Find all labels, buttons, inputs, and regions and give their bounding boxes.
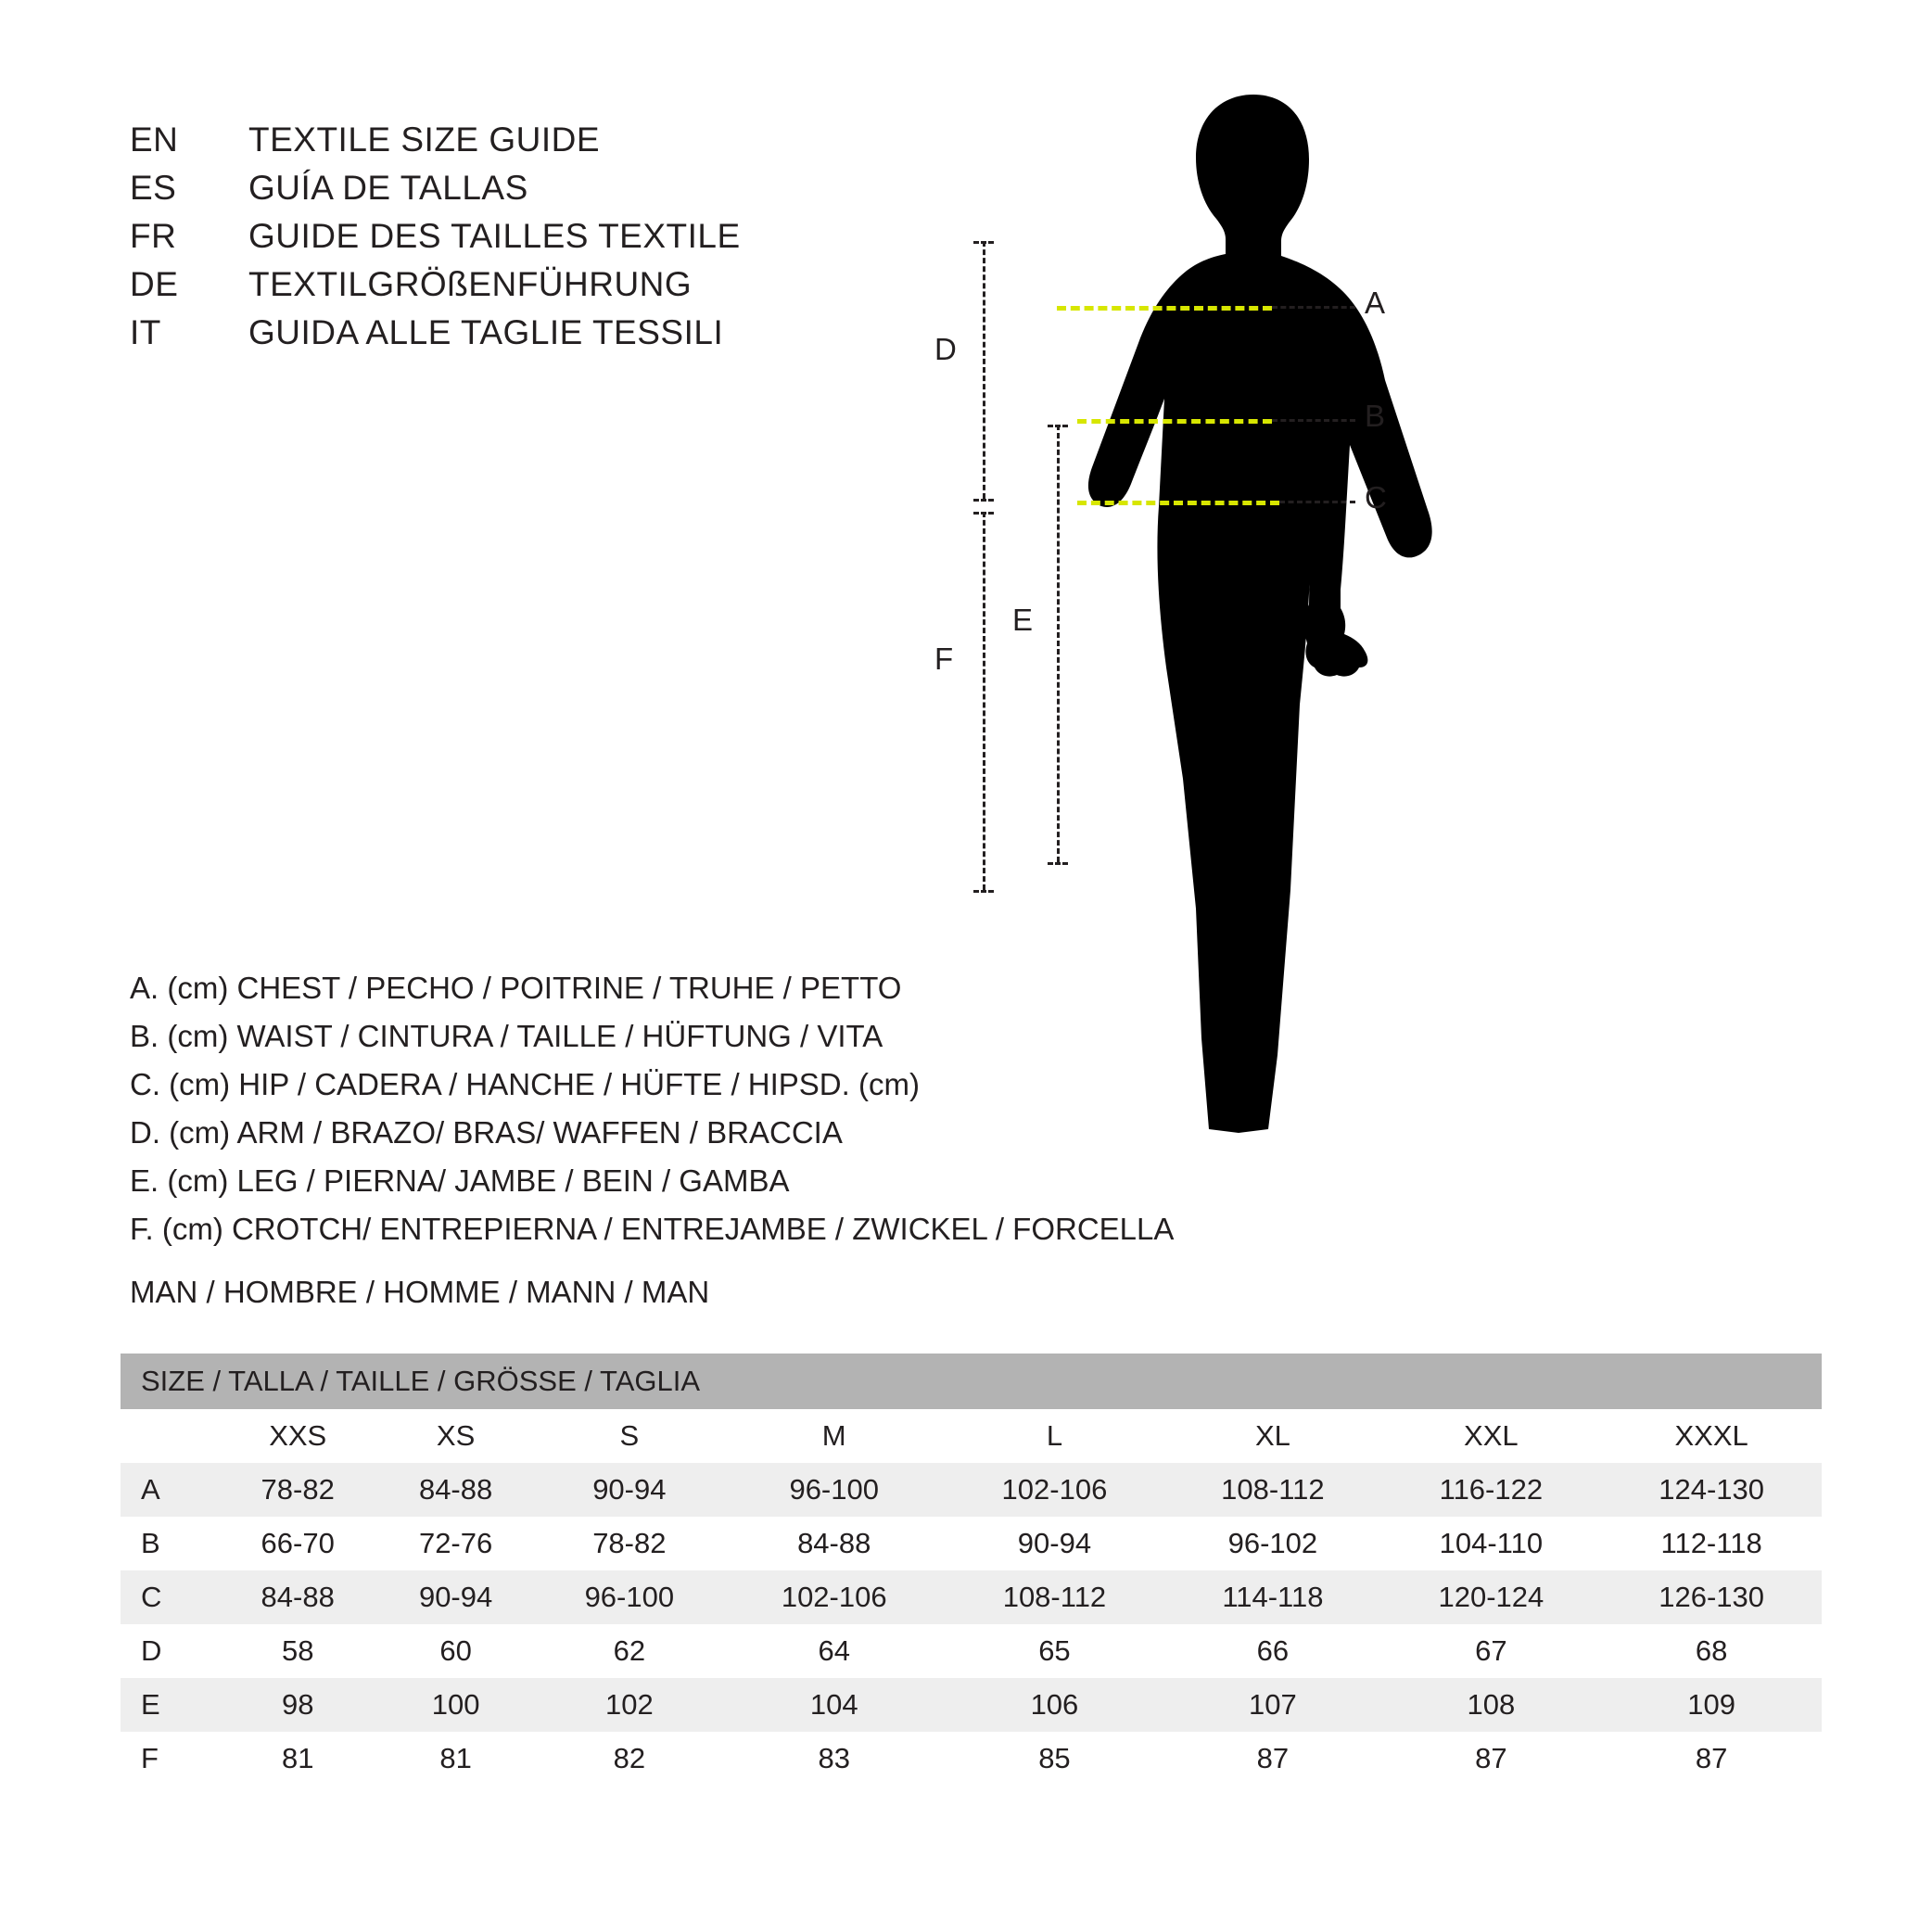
leg-dimension-tick-bottom <box>1048 862 1068 865</box>
cell: 72-76 <box>418 1527 493 1559</box>
cell: 58 <box>281 1634 314 1667</box>
legend-item-d: D. (cm) ARM / BRAZO/ BRAS/ WAFFEN / BRACCIA <box>130 1115 843 1150</box>
cell: 109 <box>1687 1688 1735 1721</box>
cell: 67 <box>1475 1634 1507 1667</box>
gender-label: MAN / HOMBRE / HOMME / MANN / MAN <box>130 1275 710 1309</box>
cell: 84-88 <box>261 1581 335 1613</box>
lead-line-a <box>1272 306 1355 309</box>
table-row <box>121 1570 1822 1624</box>
cell: 90-94 <box>592 1473 667 1506</box>
crotch-dimension-tick-top <box>973 512 994 515</box>
title-row <box>130 265 964 313</box>
cell: 90-94 <box>1017 1527 1092 1559</box>
column-header-l: L <box>1046 1419 1063 1452</box>
cell: 62 <box>613 1634 646 1667</box>
cell: 84-88 <box>418 1473 493 1506</box>
title-block <box>130 121 964 362</box>
cell: 98 <box>281 1688 314 1721</box>
label-d: D <box>934 332 957 366</box>
title-text-fr: GUIDE DES TAILLES TEXTILE <box>248 217 741 255</box>
cell: 90-94 <box>418 1581 493 1613</box>
hip-measure-line <box>1077 501 1279 505</box>
table-row <box>121 1624 1822 1678</box>
cell: 102-106 <box>781 1581 887 1613</box>
cell: 102-106 <box>1001 1473 1108 1506</box>
crotch-dimension-line <box>983 512 985 890</box>
cell: 126-130 <box>1659 1581 1764 1613</box>
title-lang-en: EN <box>130 121 179 159</box>
row-key-e: E <box>141 1688 160 1721</box>
cell: 96-102 <box>1227 1527 1318 1559</box>
cell: 84-88 <box>797 1527 871 1559</box>
cell: 114-118 <box>1222 1581 1324 1613</box>
cell: 96-100 <box>789 1473 879 1506</box>
row-key-f: F <box>141 1742 159 1774</box>
legend-item-c: C. (cm) HIP / CADERA / HANCHE / HÜFTE / HIPSD. (cm) <box>130 1067 920 1101</box>
cell: 78-82 <box>261 1473 335 1506</box>
cell: 120-124 <box>1438 1581 1544 1613</box>
cell: 65 <box>1038 1634 1071 1667</box>
label-e: E <box>1012 603 1034 637</box>
column-header-xxs: XXS <box>269 1419 327 1452</box>
title-row <box>130 313 964 362</box>
title-lang-de: DE <box>130 265 179 303</box>
arm-dimension-tick-top <box>973 241 994 244</box>
column-header-m: M <box>821 1419 846 1452</box>
lead-line-b <box>1272 419 1355 422</box>
row-key-c: C <box>141 1581 162 1613</box>
row-key-d: D <box>141 1634 162 1667</box>
cell: 107 <box>1249 1688 1297 1721</box>
size-table <box>121 1354 1822 1786</box>
cell: 102 <box>604 1688 654 1721</box>
legend-item-e: E. (cm) LEG / PIERNA/ JAMBE / BEIN / GAMBA <box>130 1163 790 1198</box>
cell: 60 <box>439 1634 472 1667</box>
title-row <box>130 121 964 169</box>
cell: 106 <box>1030 1688 1079 1721</box>
cell: 87 <box>1256 1742 1290 1774</box>
title-text-it: GUIDA ALLE TAGLIE TESSILI <box>248 313 724 351</box>
crotch-dimension-tick-bottom <box>973 890 994 893</box>
column-header-blank <box>121 1409 219 1463</box>
cell: 78-82 <box>592 1527 667 1559</box>
cell: 124-130 <box>1659 1473 1764 1506</box>
cell: 64 <box>818 1634 850 1667</box>
arm-dimension-tick-bottom <box>973 499 994 502</box>
leg-dimension-tick-top <box>1048 425 1068 427</box>
table-row <box>121 1678 1822 1732</box>
label-a: A <box>1365 286 1386 320</box>
row-key-b: B <box>141 1527 160 1559</box>
label-c: C <box>1365 480 1387 515</box>
label-f: F <box>934 642 954 676</box>
cell: 87 <box>1695 1742 1728 1774</box>
column-header-xxl: XXL <box>1464 1419 1519 1452</box>
title-lang-fr: FR <box>130 217 177 255</box>
cell: 108-112 <box>1002 1581 1107 1613</box>
title-row <box>130 217 964 265</box>
size-table-caption: SIZE / TALLA / TAILLE / GRÖSSE / TAGLIA <box>121 1354 1822 1409</box>
cell: 87 <box>1475 1742 1507 1774</box>
table-header-row <box>121 1409 1822 1463</box>
lead-line-c <box>1279 501 1355 503</box>
cell: 104-110 <box>1439 1527 1544 1559</box>
cell: 81 <box>439 1742 472 1774</box>
male-silhouette-icon <box>1020 74 1854 1214</box>
cell: 82 <box>613 1742 646 1774</box>
cell: 81 <box>281 1742 314 1774</box>
cell: 83 <box>818 1742 850 1774</box>
cell: 96-100 <box>584 1581 675 1613</box>
title-text-de: TEXTILGRÖßENFÜHRUNG <box>248 265 693 303</box>
title-lang-es: ES <box>130 169 177 207</box>
row-key-a: A <box>141 1473 160 1506</box>
waist-measure-line <box>1077 419 1272 424</box>
title-text-es: GUÍA DE TALLAS <box>248 169 528 207</box>
table-row <box>121 1517 1822 1570</box>
leg-dimension-line <box>1057 425 1060 862</box>
title-row <box>130 169 964 217</box>
cell: 66-70 <box>261 1527 335 1559</box>
cell: 112-118 <box>1660 1527 1762 1559</box>
legend-item-a: A. (cm) CHEST / PECHO / POITRINE / TRUHE / PETTO <box>130 971 902 1005</box>
arm-dimension-line <box>983 241 985 499</box>
cell: 108 <box>1467 1688 1516 1721</box>
column-header-xl: XL <box>1254 1419 1290 1452</box>
chest-measure-line <box>1057 306 1272 311</box>
cell: 104 <box>809 1688 858 1721</box>
cell: 66 <box>1256 1634 1290 1667</box>
cell: 85 <box>1038 1742 1071 1774</box>
table-row <box>121 1463 1822 1517</box>
cell: 68 <box>1695 1634 1728 1667</box>
legend-item-b: B. (cm) WAIST / CINTURA / TAILLE / HÜFTUNG / VITA <box>130 1019 883 1053</box>
cell: 116-122 <box>1439 1473 1544 1506</box>
cell: 108-112 <box>1221 1473 1325 1506</box>
legend-item-f: F. (cm) CROTCH/ ENTREPIERNA / ENTREJAMBE / ZWICKEL / FORCELLA <box>130 1212 1175 1246</box>
column-header-xs: XS <box>436 1419 476 1452</box>
column-header-s: S <box>619 1419 640 1452</box>
title-text-en: TEXTILE SIZE GUIDE <box>248 121 601 159</box>
title-lang-it: IT <box>130 313 161 351</box>
column-header-xxxl: XXXL <box>1674 1419 1748 1452</box>
body-diagram <box>934 74 1854 1214</box>
cell: 100 <box>431 1688 480 1721</box>
label-b: B <box>1365 399 1386 433</box>
table-row <box>121 1732 1822 1786</box>
